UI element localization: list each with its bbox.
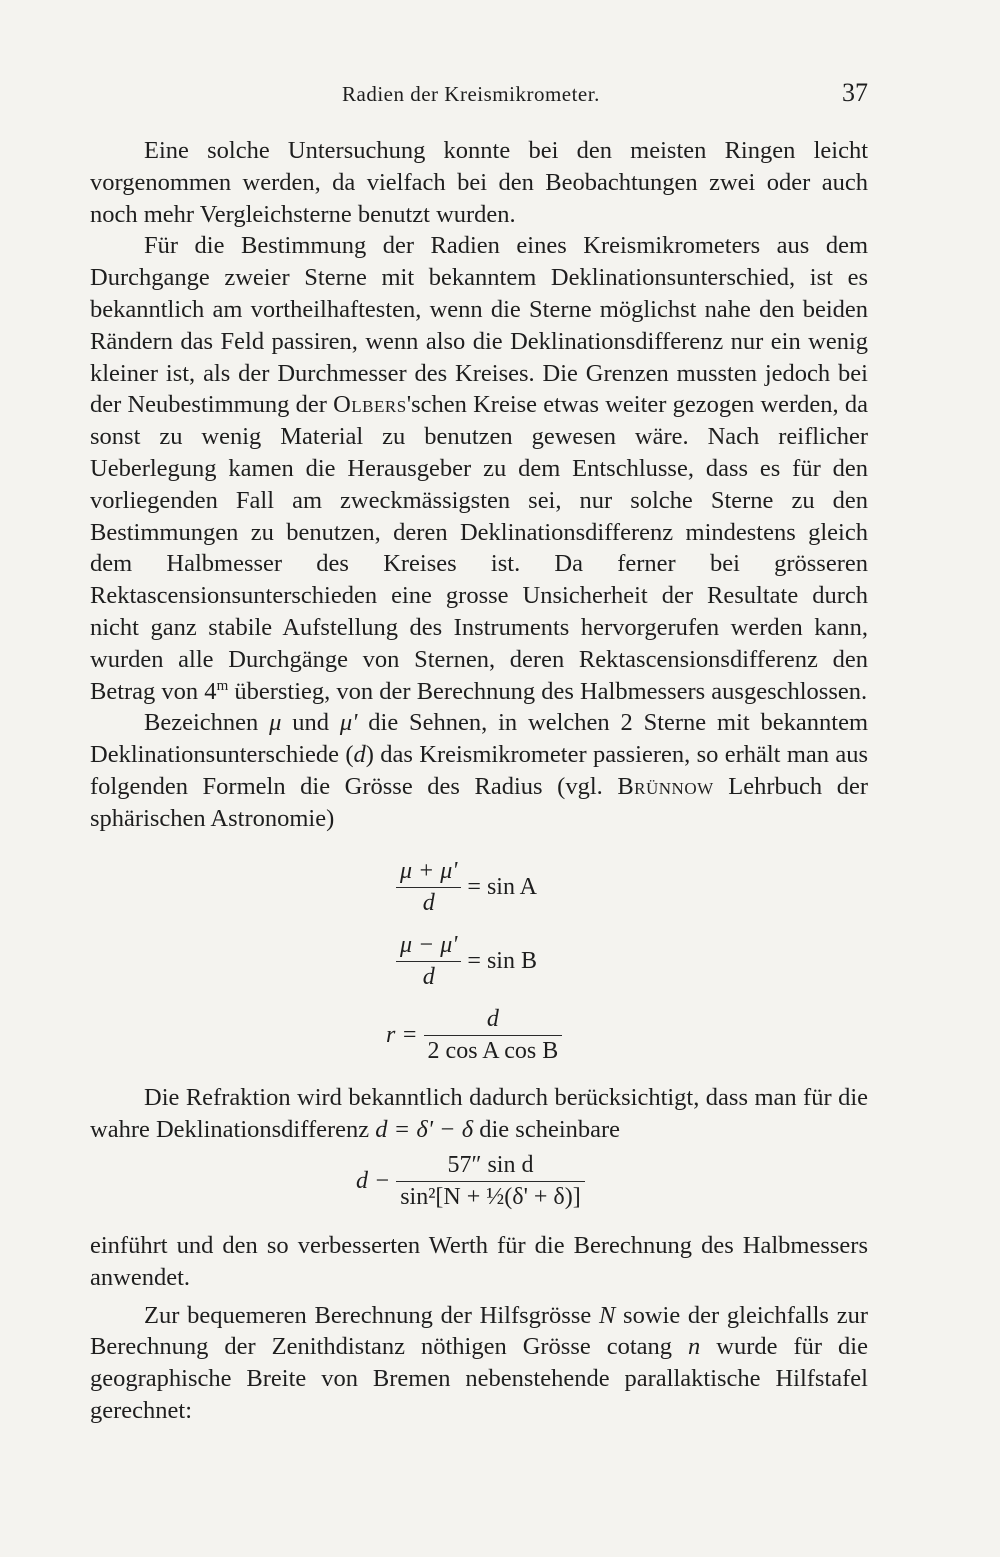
symbol-mu: μ: [269, 709, 282, 737]
numerator: μ + μ': [400, 858, 458, 884]
fraction-bar: [396, 961, 461, 962]
paragraph-2-text-c: überstieg, von der Berechnung des Halbmessers ausgeschlossen.: [228, 677, 868, 705]
numerator: 57″ sin d: [447, 1152, 534, 1178]
left-hand-side: d −: [356, 1168, 391, 1194]
fraction: [396, 932, 461, 991]
fraction-bar: [396, 1181, 585, 1182]
formula-sin-a: [396, 858, 537, 917]
formula-refraction: [356, 1152, 585, 1211]
text-block-upper: [90, 135, 868, 835]
denominator: sin²[N + ½(δ' + δ)]: [400, 1184, 581, 1210]
formula-radius: [386, 1006, 562, 1065]
inline-expression: d = δ' − δ: [375, 1115, 474, 1143]
fraction: [396, 858, 461, 917]
fraction: [424, 1006, 563, 1065]
page-number: 37: [842, 78, 868, 107]
paragraph-3-text-c: die Sehnen, in welchen 2 Sterne mit bekanntem Deklinationsunterschiede (: [90, 709, 869, 769]
paragraph-1: Eine solche Untersuchung konnte bei den meisten Ringen leicht vorgenommen werden, da vielfach bei den Beobachtungen zwei oder auch noch mehr Vergleichsterne benutzt wurden.: [90, 137, 868, 228]
numerator: μ − μ': [400, 932, 458, 958]
paragraph-2-text-a: Für die Bestimmung der Radien eines Kreismikrometers aus dem Durchgange zweier Sterne mit bekanntem Deklinationsunterschied, ist es bekanntlich am vortheilhaftesten, wenn die Sterne möglichst nahe den beiden Rändern das Feld passiren, wenn also die Deklinationsdifferenz nur ein wenig kleiner ist, als der Durchmesser des Kreises. Die Grenzen mussten jedoch bei der Neubestimmung der: [90, 232, 868, 419]
symbol-n-upper: N: [598, 1301, 616, 1329]
denominator: d: [422, 890, 435, 916]
formula-sin-b: [396, 932, 537, 991]
author-name-bruennow: Brünnow: [617, 772, 714, 800]
right-hand-side: = sin A: [467, 874, 537, 900]
running-title: Radien der Kreismikrometer.: [342, 82, 600, 106]
fraction-bar: [396, 887, 461, 888]
denominator: 2 cos A cos B: [427, 1038, 559, 1064]
left-hand-side: r =: [386, 1022, 418, 1048]
denominator: d: [422, 964, 435, 990]
symbol-mu-prime: μ': [339, 709, 358, 737]
author-name-olbers: Olbers: [333, 391, 407, 419]
paragraph-3-text-a: Bezeichnen: [144, 709, 270, 737]
text-block-refraction: [90, 1082, 868, 1146]
symbol-n-lower: n: [688, 1333, 701, 1361]
page-header: [90, 78, 868, 116]
text-block-lower: [90, 1230, 868, 1427]
fraction: [396, 1152, 585, 1211]
right-hand-side: = sin B: [467, 948, 537, 974]
paragraph-3-text-b: und: [281, 709, 340, 737]
paragraph-4-text-a: Die Refraktion wird bekanntlich dadurch berücksichtigt, dass man für die wahre Deklinationsdifferenz: [90, 1084, 868, 1143]
paragraph-6-text-c: wurde für die geographische Breite von Bremen nebenstehende parallaktische Hilfstafel gerechnet:: [90, 1333, 868, 1424]
paragraph-4-text-b: die scheinbare: [473, 1115, 621, 1143]
paragraph-6-text-b: sowie der gleichfalls zur Berechnung der Zenithdistanz nöthigen Grösse cotang: [90, 1301, 868, 1361]
numerator: d: [486, 1006, 499, 1032]
symbol-d: d: [353, 741, 366, 769]
paragraph-3: [90, 707, 868, 834]
paragraph-5: einführt und den so verbesserten Werth für die Berechnung des Halbmessers anwendet.: [90, 1232, 868, 1291]
paragraph-2: [90, 230, 868, 707]
paragraph-2-text-b: 'schen Kreise etwas weiter gezogen werden, da sonst zu wenig Material zu benutzen gewesen wäre. Nach reiflicher Ueberlegung kamen die Herausgeber zu dem Entschlusse, dass es für den vorliegenden Fall am zweckmässigsten sei, nur solche Sterne zu den Bestimmungen zu benutzen, deren Deklinationsdifferenz mindestens gleich dem Halbmesser des Kreises ist. Da ferner bei grösseren Rektascensionsunterschieden eine grosse Unsicherheit der Resultate durch nicht ganz stabile Aufstellung des Instruments hervorgerufen werden kann, wurden alle Durchgänge von Sternen, deren Rektascensionsdifferenz den Betrag von 4: [90, 391, 868, 705]
paragraph-6: [90, 1300, 868, 1427]
fraction-bar: [424, 1035, 563, 1036]
paragraph-3-text-f: Lehrbuch der sphärischen Astronomie): [90, 772, 868, 832]
paragraph-4: [90, 1082, 868, 1146]
paragraph-3-text-e: ) das Kreismikrometer passieren, so erhält man aus folgenden Formeln die Grösse des Radius (vgl.: [90, 741, 869, 800]
paragraph-6-text-a: Zur bequemeren Berechnung der Hilfsgrösse: [144, 1301, 599, 1329]
minutes-superscript: m: [216, 677, 229, 694]
